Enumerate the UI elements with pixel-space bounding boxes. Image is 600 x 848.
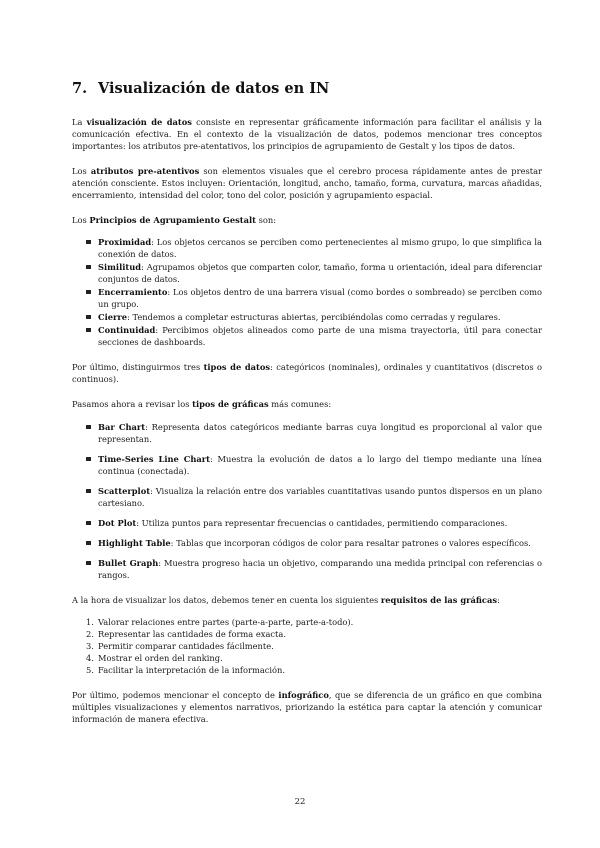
requirements-intro-bold: requisitos de las gráficas <box>380 595 498 605</box>
infographic-post: , que se diferencia de un gráfico en que combina múltiples visualizaciones y elementos narrativos, priorizando la estética para captar la atención y comunicar información de manera efectiva. <box>72 690 542 724</box>
list-item-number: 5. <box>86 665 94 675</box>
datatypes-pre: Por último, distinguirmos tres <box>72 362 204 372</box>
list-item <box>86 517 542 529</box>
section-title: Visualización de datos en IN <box>98 80 330 97</box>
intro-post: consiste en representar gráficamente información para facilitar el análisis y la comunicación efectiva. En el contexto de la visualización de datos, podemos mencionar tres conceptos importantes: los atributos pre-atentativos, los principios de agrupamiento de Gestalt y los tipos de datos. <box>72 117 543 151</box>
requirements-intro-pre: A la hora de visualizar los datos, debemos tener en cuenta los siguientes <box>72 595 381 605</box>
list-item <box>86 261 542 285</box>
list-item-term: Scatterplot <box>98 486 151 496</box>
list-item-term: Encerramiento <box>98 287 168 297</box>
list-item <box>86 616 542 628</box>
list-item <box>86 557 542 581</box>
list-item-text: : Los objetos cercanos se perciben como pertenecientes al mismo grupo, lo que simplifica la conexión de datos. <box>98 237 542 259</box>
list-item <box>86 421 542 445</box>
list-item-text: : Agrupamos objetos que comparten color, tamaño, forma u orientación, ideal para diferenciar conjuntos de datos. <box>98 262 542 284</box>
charts-intro-pre: Pasamos ahora a revisar los <box>72 399 193 409</box>
list-item-number: 3. <box>86 641 94 651</box>
list-item-text: : Percibimos objetos alineados como parte de una misma trayectoria, útil para conectar secciones de dashboards. <box>98 325 542 347</box>
list-item-text: : Visualiza la relación entre dos variables cuantitativas usando puntos dispersos en un plano cartesiano. <box>98 486 542 508</box>
square-bullet-icon <box>86 328 91 333</box>
list-item <box>86 485 542 509</box>
infographic-bold: infográfico <box>278 690 329 700</box>
section-number: 7. <box>72 80 88 97</box>
section-heading <box>72 80 542 98</box>
list-item <box>86 652 542 664</box>
gestalt-intro-pre: Los <box>72 215 90 225</box>
list-item-term: Similitud <box>98 262 142 272</box>
intro-pre: La <box>72 117 87 127</box>
list-item-text: : Utiliza puntos para representar frecuencias o cantidades, permitiendo comparaciones. <box>136 518 508 528</box>
preattentive-paragraph <box>72 165 542 201</box>
square-bullet-icon <box>86 561 91 566</box>
square-bullet-icon <box>86 315 91 320</box>
list-item <box>86 236 542 260</box>
page-number: 22 <box>294 797 306 807</box>
charts-intro-paragraph <box>72 398 542 410</box>
preattentive-bold: atributos pre-atentivos <box>90 166 200 176</box>
list-item-text: : Muestra la evolución de datos a lo largo del tiempo mediante una línea continua (conectada). <box>98 454 542 476</box>
list-item-term: Time-Series Line Chart <box>98 454 211 464</box>
gestalt-intro-bold: Principios de Agrupamiento Gestalt <box>89 215 256 225</box>
list-item <box>86 640 542 652</box>
preattentive-pre: Los <box>72 166 91 176</box>
page-content <box>72 80 542 738</box>
square-bullet-icon <box>86 290 91 295</box>
datatypes-paragraph <box>72 361 542 385</box>
charts-intro-post: más comunes: <box>268 399 332 409</box>
square-bullet-icon <box>86 521 91 526</box>
requirements-list <box>72 616 542 676</box>
list-item-term: Dot Plot <box>98 518 137 528</box>
charts-intro-bold: tipos de gráficas <box>192 399 269 409</box>
square-bullet-icon <box>86 489 91 494</box>
square-bullet-icon <box>86 541 91 546</box>
intro-bold: visualización de datos <box>86 117 192 127</box>
square-bullet-icon <box>86 457 91 462</box>
list-item <box>86 537 542 549</box>
list-item-text: : Tendemos a completar estructuras abiertas, percibiéndolas como cerradas y regulares. <box>127 312 501 322</box>
list-item-text: : Los objetos dentro de una barrera visual (como bordes o sombreado) se perciben como un grupo. <box>98 287 542 309</box>
list-item-text: : Representa datos categóricos mediante barras cuya longitud es proporcional al valor que representan. <box>98 422 542 444</box>
square-bullet-icon <box>86 425 91 430</box>
list-item-text: : Tablas que incorporan códigos de color para resaltar patrones o valores específicos. <box>170 538 531 548</box>
list-item-text: Mostrar el orden del ranking. <box>98 653 223 663</box>
list-item <box>86 324 542 348</box>
list-item-term: Bar Chart <box>98 422 146 432</box>
infographic-pre: Por último, podemos mencionar el concepto de <box>72 690 279 700</box>
list-item <box>86 286 542 310</box>
gestalt-list <box>72 236 542 348</box>
datatypes-bold: tipos de datos <box>203 362 271 372</box>
requirements-intro-paragraph <box>72 594 542 606</box>
intro-paragraph <box>72 116 542 152</box>
list-item <box>86 453 542 477</box>
infographic-paragraph <box>72 689 542 725</box>
list-item-number: 4. <box>86 653 94 663</box>
chart-types-list <box>72 421 542 581</box>
gestalt-intro-post: son: <box>255 215 276 225</box>
datatypes-post: : categóricos (nominales), ordinales y cuantitativos (discretos o continuos). <box>72 362 542 384</box>
list-item <box>86 628 542 640</box>
list-item <box>86 311 542 323</box>
list-item <box>86 664 542 676</box>
list-item-number: 1. <box>86 617 94 627</box>
gestalt-intro-paragraph <box>72 214 542 226</box>
list-item-text: Representar las cantidades de forma exacta. <box>98 629 286 639</box>
list-item-text: : Muestra progreso hacia un objetivo, comparando una medida principal con referencias o rangos. <box>98 558 542 580</box>
list-item-term: Proximidad <box>98 237 152 247</box>
list-item-number: 2. <box>86 629 94 639</box>
list-item-text: Permitir comparar cantidades fácilmente. <box>98 641 274 651</box>
list-item-term: Bullet Graph <box>98 558 159 568</box>
list-item-text: Facilitar la interpretación de la información. <box>98 665 286 675</box>
preattentive-post: son elementos visuales que el cerebro procesa rápidamente antes de prestar atención consciente. Estos incluyen: Orientación, longitud, ancho, tamaño, forma, curvatura, marcas añadidas, encerramiento, intensidad del color, tono del color, posición y agrupamiento espacial. <box>72 166 542 200</box>
list-item-term: Continuidad <box>98 325 156 335</box>
square-bullet-icon <box>86 240 91 245</box>
requirements-intro-post: : <box>497 595 500 605</box>
list-item-term: Cierre <box>98 312 128 322</box>
list-item-term: Highlight Table <box>98 538 171 548</box>
square-bullet-icon <box>86 265 91 270</box>
list-item-text: Valorar relaciones entre partes (parte-a-parte, parte-a-todo). <box>98 617 354 627</box>
